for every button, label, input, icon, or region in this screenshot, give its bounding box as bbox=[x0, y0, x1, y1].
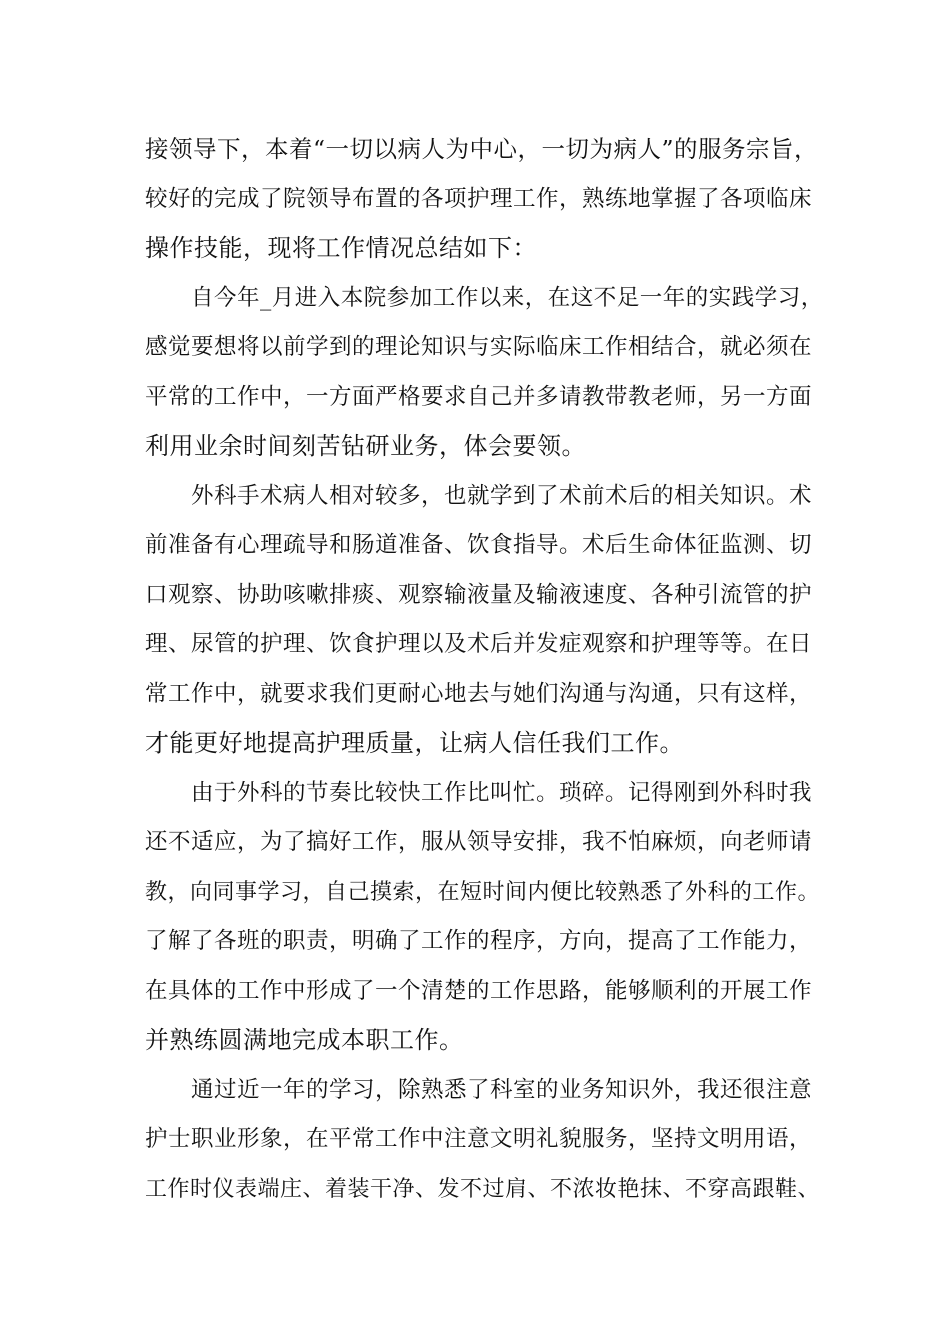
text-line: 较好的完成了院领导布置的各项护理工作，熟练地掌握了各项临床 bbox=[145, 185, 813, 212]
text-line: 通过近一年的学习，除熟悉了科室的业务知识外，我还很注意 bbox=[191, 1076, 813, 1103]
text-line: 护士职业形象，在平常工作中注意文明礼貌服务，坚持文明用语， bbox=[145, 1126, 813, 1152]
text-line: 自今年_月进入本院参加工作以来，在这不足一年的实践学习， bbox=[191, 284, 824, 311]
text-line: 才能更好地提高护理质量，让病人信任我们工作。 bbox=[145, 729, 684, 757]
text-line: 口观察、协助咳嗽排痰、观察输液量及输液速度、各种引流管的护 bbox=[145, 581, 813, 608]
text-line: 操作技能，现将工作情况总结如下： bbox=[145, 234, 537, 262]
text-line: 常工作中，就要求我们更耐心地去与她们沟通与沟通，只有这样， bbox=[145, 680, 813, 707]
text-line: 工作时仪表端庄、着装干净、发不过肩、不浓妆艳抹、不穿高跟鞋、 bbox=[145, 1176, 821, 1202]
text-line: 前准备有心理疏导和肠道准备、饮食指导。术后生命体征监测、切 bbox=[145, 532, 813, 558]
text-line: 理、尿管的护理、饮食护理以及术后并发症观察和护理等等。在日 bbox=[145, 631, 813, 657]
text-line: 平常的工作中，一方面严格要求自己并多请教带教老师，另一方面 bbox=[145, 383, 813, 410]
text-line: 了解了各班的职责，明确了工作的程序，方向，提高了工作能力， bbox=[145, 928, 813, 954]
text-line: 还不适应，为了搞好工作，服从领导安排，我不怕麻烦，向老师请 bbox=[145, 829, 813, 855]
text-line: 并熟练圆满地完成本职工作。 bbox=[145, 1026, 464, 1054]
text-line: 接领导下，本着“一切以病人为中心，一切为病人”的服务宗旨， bbox=[145, 135, 819, 163]
text-line: 在具体的工作中形成了一个清楚的工作思路，能够顺利的开展工作 bbox=[145, 977, 813, 1004]
text-line: 由于外科的节奏比较快工作比叫忙。琐碎。记得刚到外科时我 bbox=[191, 779, 813, 806]
text-line: 外科手术病人相对较多，也就学到了术前术后的相关知识。术 bbox=[191, 482, 813, 509]
text-line: 利用业余时间刻苦钻研业务，体会要领。 bbox=[145, 432, 586, 460]
text-line: 感觉要想将以前学到的理论知识与实际临床工作相结合，就必须在 bbox=[145, 334, 813, 360]
text-line: 教，向同事学习，自己摸索，在短时间内便比较熟悉了外科的工作。 bbox=[145, 879, 821, 905]
document-body bbox=[145, 125, 825, 1214]
